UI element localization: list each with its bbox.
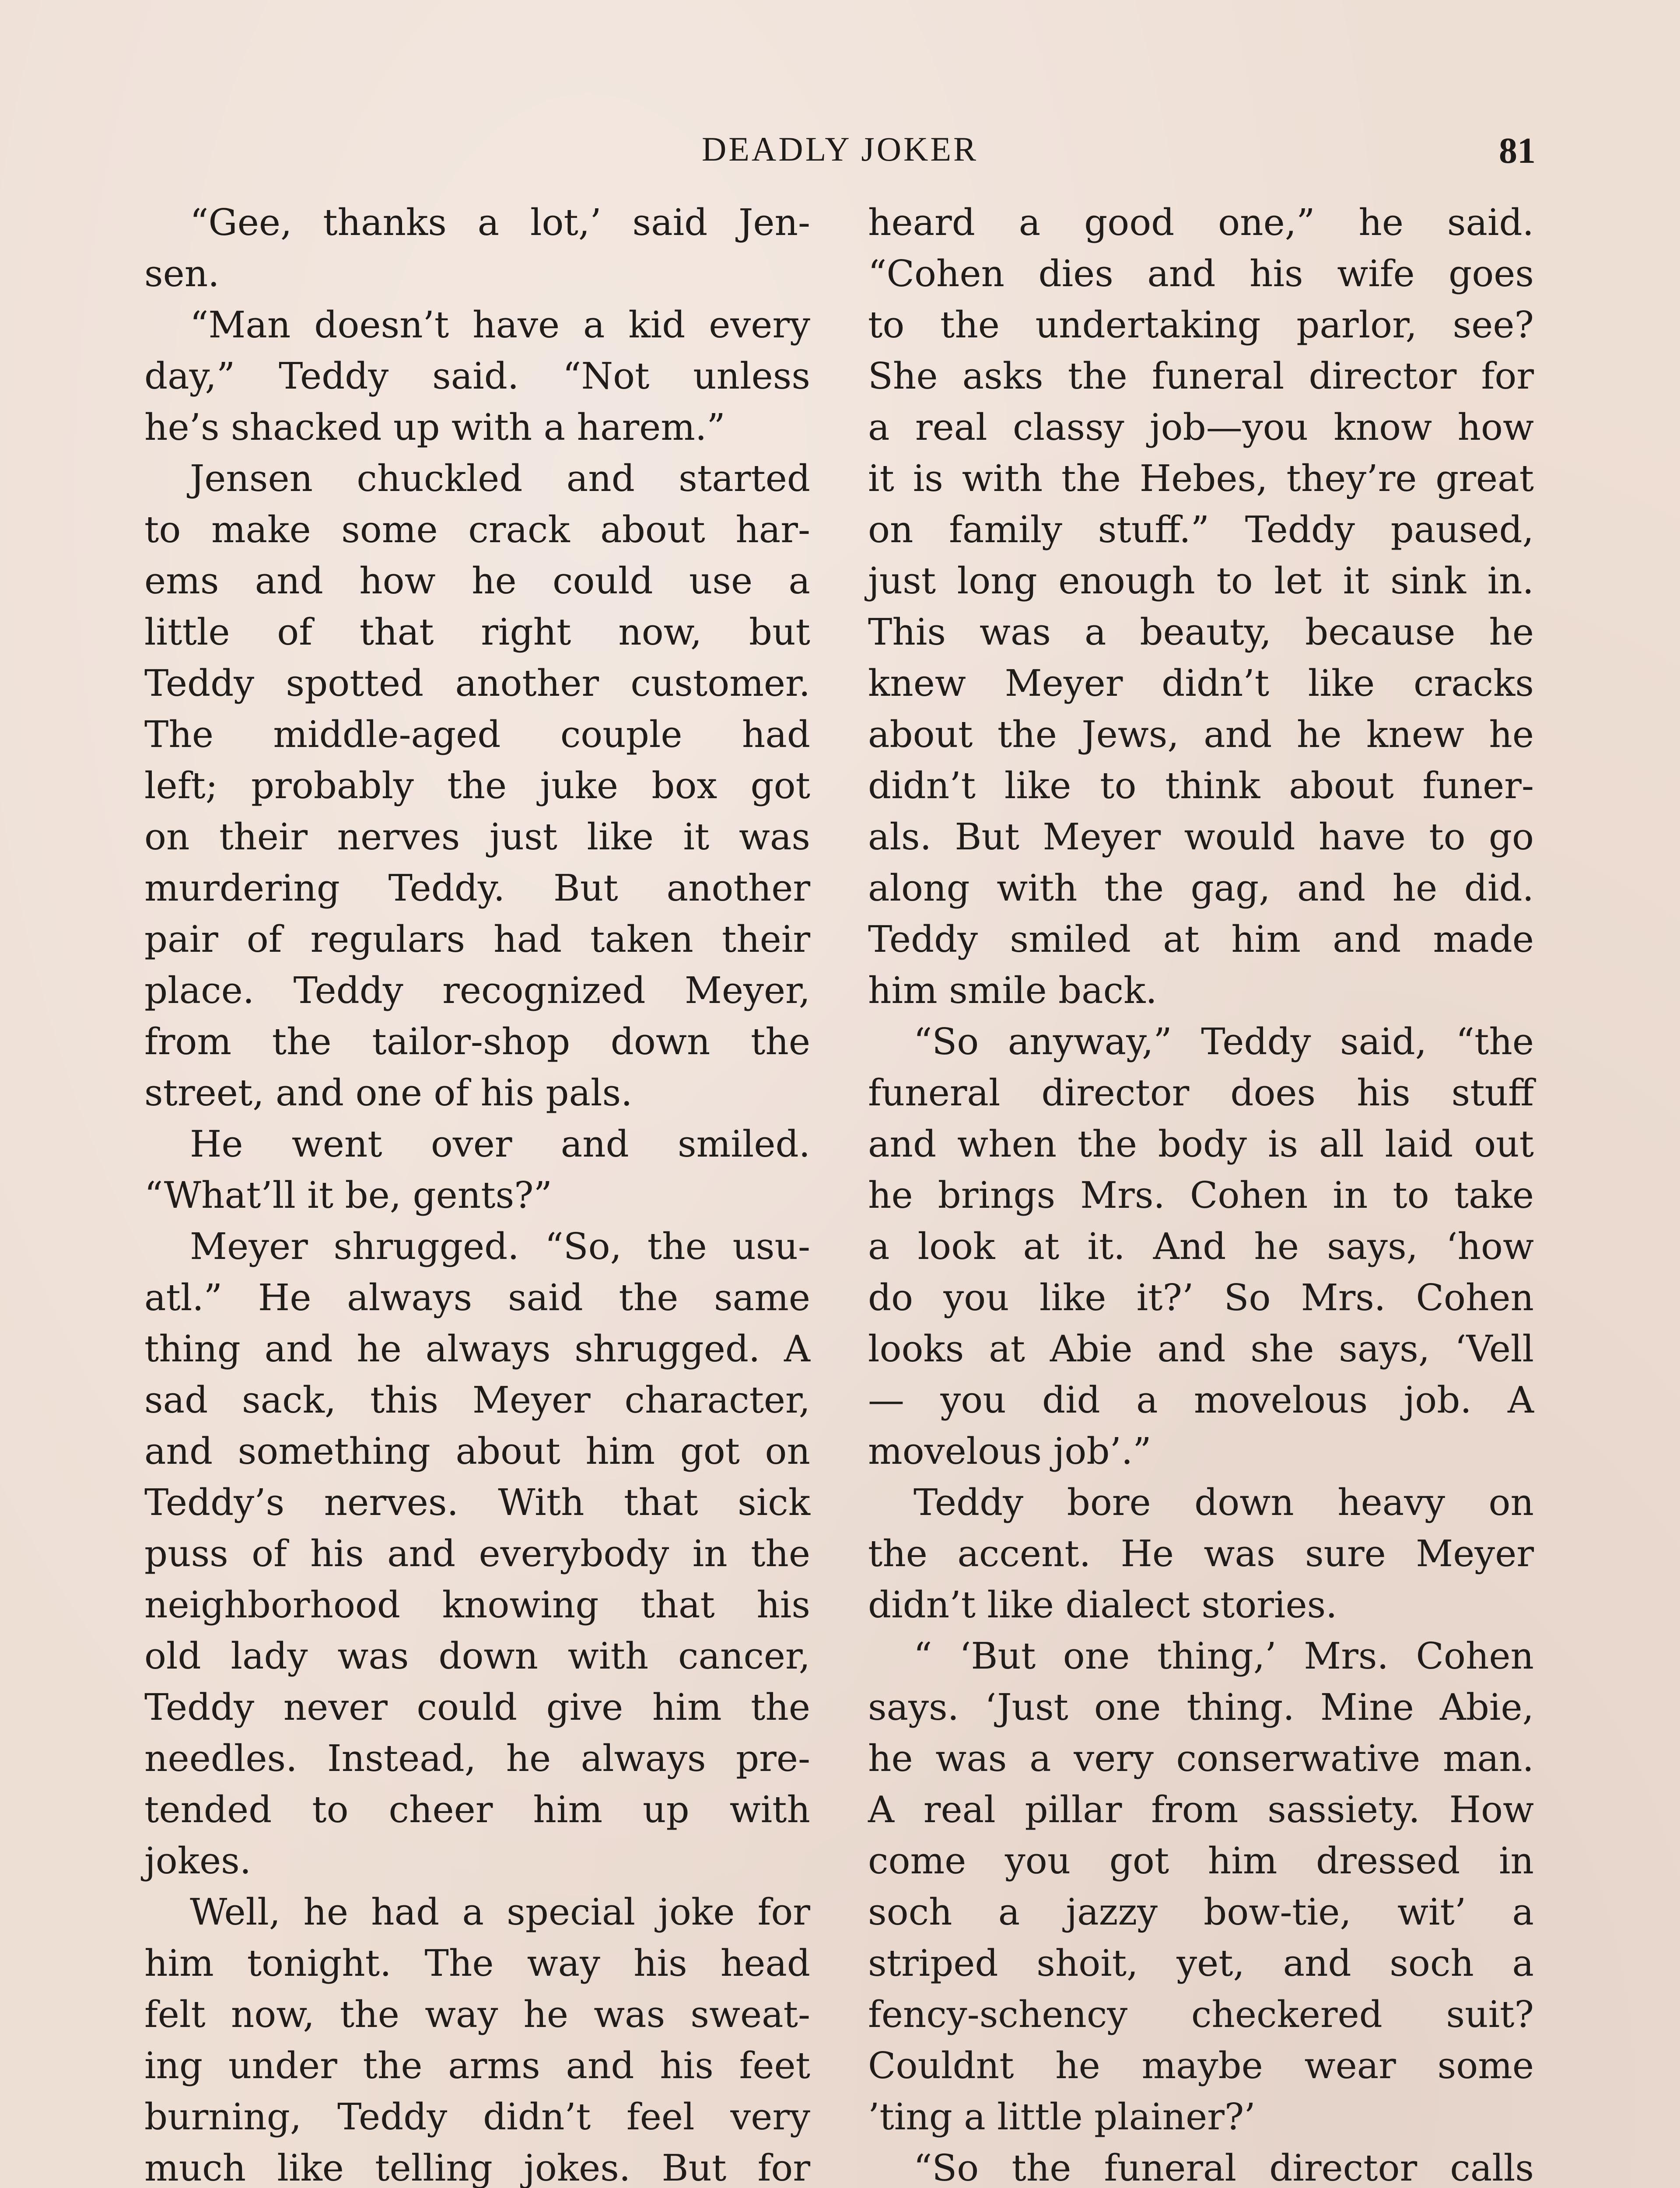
text-line: come you got him dressed in	[868, 1840, 1534, 1882]
text-line: he brings Mrs. Cohen in to take	[868, 1174, 1534, 1217]
text-line: from the tailor-shop down the	[144, 1020, 810, 1063]
text-column-right	[868, 197, 1534, 2188]
text-line: “So anyway,” Teddy said, “the	[914, 1020, 1534, 1063]
text-line: “What’ll it be, gents?”	[144, 1174, 553, 1217]
text-line: a real classy job—you know how	[868, 406, 1534, 449]
text-line: murdering Teddy. But another	[144, 867, 810, 909]
text-line: about the Jews, and he knew he	[868, 713, 1534, 756]
page-header	[144, 130, 1536, 186]
text-line: “Gee, thanks a lot,’ said Jen-	[190, 201, 810, 244]
text-line: Couldnt he maybe wear some	[868, 2044, 1534, 2087]
text-line: says. ‘Just one thing. Mine Abie,	[868, 1686, 1534, 1729]
text-line: thing and he always shrugged. A	[144, 1328, 810, 1370]
text-line: atl.” He always said the same	[144, 1276, 810, 1319]
text-line: ems and how he could use a	[144, 560, 810, 602]
text-line: place. Teddy recognized Meyer,	[144, 969, 810, 1012]
text-line: him tonight. The way his head	[144, 1942, 810, 1985]
text-line: on family stuff.” Teddy paused,	[868, 508, 1534, 551]
text-line: ing under the arms and his feet	[144, 2044, 810, 2087]
text-line: the accent. He was sure Meyer	[868, 1532, 1534, 1575]
text-line: little of that right now, but	[144, 611, 810, 653]
text-line: Teddy spotted another customer.	[144, 662, 810, 705]
text-line: do you like it?’ So Mrs. Cohen	[868, 1276, 1534, 1319]
text-line: he’s shacked up with a harem.”	[144, 406, 725, 449]
text-line: felt now, the way he was sweat-	[144, 1993, 810, 2036]
text-line: The middle-aged couple had	[144, 713, 810, 756]
text-line: street, and one of his pals.	[144, 1072, 633, 1114]
text-line: didn’t like dialect stories.	[868, 1584, 1337, 1626]
text-line: sen.	[144, 252, 220, 295]
page-number: 81	[1499, 130, 1536, 171]
text-line: much like telling jokes. But for	[144, 2147, 810, 2188]
text-line: along with the gag, and he did.	[868, 867, 1534, 909]
text-line: “Cohen dies and his wife goes	[868, 252, 1534, 295]
text-line: didn’t like to think about funer-	[868, 764, 1534, 807]
text-line: on their nerves just like it was	[144, 816, 810, 858]
text-line: Teddy never could give him the	[144, 1686, 810, 1729]
text-line: knew Meyer didn’t like cracks	[868, 662, 1534, 705]
text-line: burning, Teddy didn’t feel very	[144, 2096, 810, 2138]
text-line: “So the funeral director calls	[914, 2147, 1534, 2188]
text-line: “Man doesn’t have a kid every	[190, 304, 810, 346]
text-line: him smile back.	[868, 969, 1157, 1012]
text-line: heard a good one,” he said.	[868, 201, 1534, 244]
text-line: A real pillar from sassiety. How	[868, 1788, 1534, 1831]
text-line: a look at it. And he says, ‘how	[868, 1225, 1534, 1268]
text-line: Teddy smiled at him and made	[868, 918, 1534, 961]
text-line: Jensen chuckled and started	[190, 457, 810, 500]
text-line: This was a beauty, because he	[868, 611, 1534, 653]
text-line: als. But Meyer would have to go	[868, 816, 1534, 858]
text-line: tended to cheer him up with	[144, 1788, 810, 1831]
text-line: ’ting a little plainer?’	[868, 2096, 1256, 2138]
text-line: and something about him got on	[144, 1430, 810, 1473]
text-line: She asks the funeral director for	[868, 355, 1534, 397]
text-line: needles. Instead, he always pre-	[144, 1737, 810, 1780]
text-line: movelous job’.”	[868, 1430, 1152, 1473]
text-line: Well, he had a special joke for	[190, 1891, 810, 1933]
text-line: — you did a movelous job. A	[868, 1379, 1534, 1421]
text-line: Teddy bore down heavy on	[914, 1481, 1534, 1524]
text-line: to the undertaking parlor, see?	[868, 304, 1534, 346]
text-line: striped shoit, yet, and soch a	[868, 1942, 1534, 1985]
text-line: looks at Abie and she says, ‘Vell	[868, 1328, 1534, 1370]
text-line: jokes.	[144, 1840, 252, 1882]
text-line: Teddy’s nerves. With that sick	[144, 1481, 810, 1524]
text-line: left; probably the juke box got	[144, 764, 810, 807]
text-line: just long enough to let it sink in.	[868, 560, 1534, 602]
text-line: and when the body is all laid out	[868, 1123, 1534, 1165]
running-head: DEADLY JOKER	[701, 130, 979, 168]
text-line: Meyer shrugged. “So, the usu-	[190, 1225, 810, 1268]
text-line: soch a jazzy bow-tie, wit’ a	[868, 1891, 1534, 1933]
text-line: He went over and smiled.	[190, 1123, 810, 1165]
text-line: it is with the Hebes, they’re great	[868, 457, 1534, 500]
text-column-left	[144, 197, 810, 2188]
text-line: puss of his and everybody in the	[144, 1532, 810, 1575]
text-line: old lady was down with cancer,	[144, 1635, 810, 1677]
text-line: funeral director does his stuff	[868, 1072, 1534, 1114]
text-line: neighborhood knowing that his	[144, 1584, 810, 1626]
text-line: he was a very conserwative man.	[868, 1737, 1534, 1780]
text-line: “ ‘But one thing,’ Mrs. Cohen	[914, 1635, 1534, 1677]
text-line: to make some crack about har-	[144, 508, 810, 551]
text-line: day,” Teddy said. “Not unless	[144, 355, 810, 397]
text-line: fency-schency checkered suit?	[868, 1993, 1534, 2036]
text-line: pair of regulars had taken their	[144, 918, 810, 961]
text-line: sad sack, this Meyer character,	[144, 1379, 810, 1421]
